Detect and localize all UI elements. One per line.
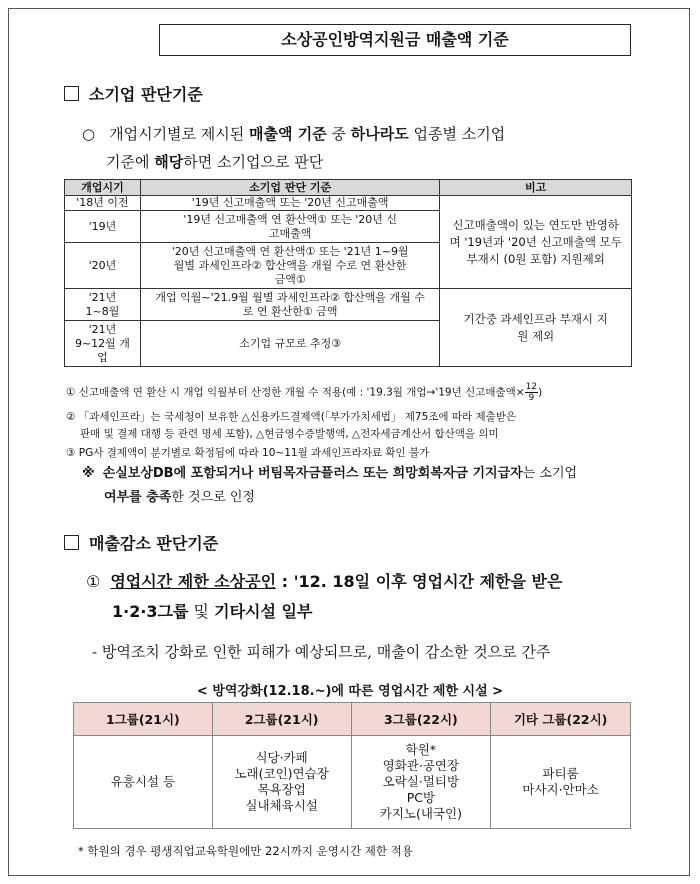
table-row-period: '21년 1~8월 [65, 289, 141, 321]
item-business-hours-restricted: ① 영업시간 제한 소상공인 : '12. 18일 이후 영업시간 제한을 받은 1·2·3그룹 및 기타시설 일부 [86, 572, 563, 621]
small-business-criteria-table [64, 179, 632, 367]
group-3-cell: 학원* 영화관·공연장 오락실·멀티방 PC방 카지노(내국인) [351, 736, 491, 829]
table-row-criteria: 개업 익월~'21.9월 월별 과세인프라② 합산액을 개월 수로 연 환산한① 금액 [140, 289, 439, 321]
header-group-2: 2그룹(21시) [212, 703, 351, 736]
page-title: 소상공인방역지원금 매출액 기준 [159, 24, 631, 56]
group-other-cell: 파티룸 마사지·안마소 [491, 736, 631, 829]
group-2-cell: 식당·카페 노래(코인)연습장 목욕장업 실내체육시설 [212, 736, 351, 829]
checkbox-square-icon [64, 86, 79, 101]
note-paragraph: ※ 손실보상DB에 포함되거나 버팀목자금플러스 또는 희망회복자금 기지급자는 소기업 여부를 충족한 것으로 인정 [82, 466, 578, 505]
header-group-1: 1그룹(21시) [74, 703, 213, 736]
section-heading-small-business: 소기업 판단기준 [64, 82, 203, 105]
header-remark: 비고 [440, 180, 632, 196]
table-row-period: '19년 [65, 211, 141, 243]
criteria-paragraph: ○ 개업시기별로 제시된 매출액 기준 중 하나라도 업종별 소기업 기준에 해당하면 소기업으로 판단 [82, 125, 506, 171]
table-row-criteria: '20년 신고매출액 연 환산액① 또는 '21년 1~9월 월별 과세인프라② 합산액을 개월 수로 연 환산한 금액① [140, 243, 439, 289]
footnote-1: ① 신고매출액 연 환산 시 개업 익월부터 산정한 개월 수 적용(예 : '19.3월 개업→'19년 신고매출액× $\frac{12}{9}$ ) [66, 382, 543, 403]
header-criteria: 소기업 판단 기준 [140, 180, 439, 196]
table-row-period: '20년 [65, 243, 141, 289]
footnotes [66, 382, 542, 462]
table-row-period: '18년 이전 [65, 196, 141, 211]
table-row-criteria: 소기업 규모로 추정③ [140, 321, 439, 367]
table-title: < 방역강화(12.18.~)에 따른 영업시간 제한 시설 > [196, 684, 504, 699]
header-group-other: 기타 그룹(22시) [491, 703, 631, 736]
group-1-cell: 유흥시설 등 [74, 736, 213, 829]
section-heading-sales-decline: 매출감소 판단기준 [64, 531, 218, 554]
checkbox-square-icon [64, 535, 79, 550]
footnote-2a: ② 「과세인프라」는 국세청이 보유한 △신용카드결제액(「부가가치세법」 제75조에 따라 제출받은 [66, 411, 517, 423]
fraction: $\frac{12}{9}$ [525, 382, 538, 403]
table-row-criteria: '19년 신고매출액 또는 '20년 신고매출액 [140, 196, 439, 211]
table-footnote: * 학원의 경우 평생직업교육학원에만 22시까지 운영시간 제한 적용 [78, 844, 413, 858]
business-hours-restriction-table [73, 702, 631, 829]
remark-cell-1: 신고매출액이 있는 연도만 반영하며 '19년과 '20년 신고매출액 모두 부재시 (0원 포함) 지원제외 [440, 196, 632, 289]
remark-cell-2: 기간중 과세인프라 부재시 지원 제외 [440, 289, 632, 367]
footnote-3: ③ PG사 결제액이 분기별로 확정됨에 따라 10~11월 과세인프라자료 확인 불가 [66, 447, 430, 459]
table-row-criteria: '19년 신고매출액 연 환산액① 또는 '20년 신고매출액 [140, 211, 439, 243]
footnote-2b: 판매 및 결제 대행 등 관련 명세 포함), △현금영수증발행액, △전자세금계산서 합산액을 의미 [80, 428, 499, 440]
header-period: 개업시기 [65, 180, 141, 196]
dash-note: - 방역조치 강화로 인한 피해가 예상되므로, 매출이 감소한 것으로 간주 [92, 643, 551, 661]
circle-bullet: ○ [82, 125, 96, 143]
table-row-period: '21년 9~12월 개업 [65, 321, 141, 367]
header-group-3: 3그룹(22시) [351, 703, 491, 736]
